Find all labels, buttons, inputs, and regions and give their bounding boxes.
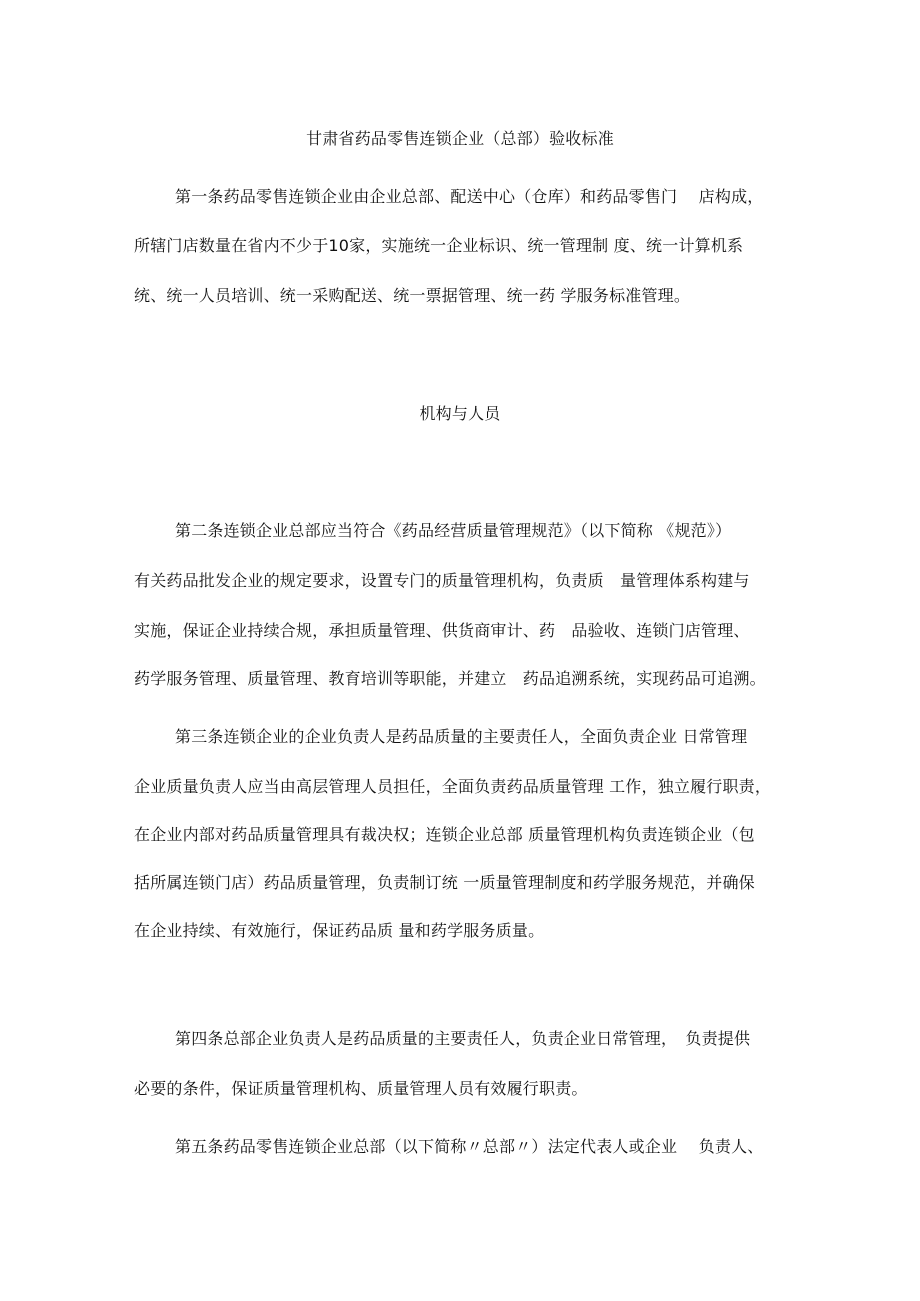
- article-2-line-3: 实施，保证企业持续合规，承担质量管理、供货商审计、药 品验收、连锁门店管理、: [134, 621, 750, 640]
- document-title: 甘肃省药品零售连锁企业（总部）验收标准: [306, 129, 614, 148]
- article-3-line-1: 第三条连锁企业的企业负责人是药品质量的主要责任人，全面负责企业 日常管理: [175, 727, 748, 746]
- article-5-line-1: 第五条药品零售连锁企业总部（以下简称〃总部〃）法定代表人或企业 负责人、: [175, 1137, 764, 1156]
- article-2-line-4: 药学服务管理、质量管理、教育培训等职能，并建立 药品追溯系统，实现药品可追溯。: [134, 669, 766, 688]
- article-2-line-1: 第二条连锁企业总部应当符合《药品经营质量管理规范》（以下简称 《规范》）: [175, 521, 732, 540]
- article-3-line-4: 括所属连锁门店）药品质量管理，负责制订统 一质量管理制度和药学服务规范，并确保: [134, 873, 755, 892]
- article-4-line-1: 第四条总部企业负责人是药品质量的主要责任人，负责企业日常管理， 负责提供: [175, 1029, 751, 1048]
- section-heading: 机构与人员: [419, 404, 501, 423]
- article-3-line-2: 企业质量负责人应当由高层管理人员担任，全面负责药品质量管理 工作，独立履行职责，: [134, 777, 772, 796]
- article-4-line-2: 必要的条件，保证质量管理机构、质量管理人员有效履行职责。: [134, 1079, 588, 1098]
- article-3-line-5: 在企业持续、有效施行，保证药品质 量和药学服务质量。: [134, 921, 545, 940]
- article-1-line-2: 所辖门店数量在省内不少于10家，实施统一企业标识、统一管理制 度、统一计算机系: [134, 236, 744, 255]
- article-1-line-3: 统、统一人员培训、统一采购配送、统一票据管理、统一药 学服务标准管理。: [134, 286, 691, 305]
- article-3-line-3: 在企业内部对药品质量管理具有裁决权；连锁企业总部 质量管理机构负责连锁企业（包: [134, 825, 755, 844]
- article-1-line-1: 第一条药品零售连锁企业由企业总部、配送中心（仓库）和药品零售门 店构成，: [175, 187, 764, 206]
- article-2-line-2: 有关药品批发企业的规定要求，设置专门的质量管理机构，负责质 量管理体系构建与: [134, 571, 750, 590]
